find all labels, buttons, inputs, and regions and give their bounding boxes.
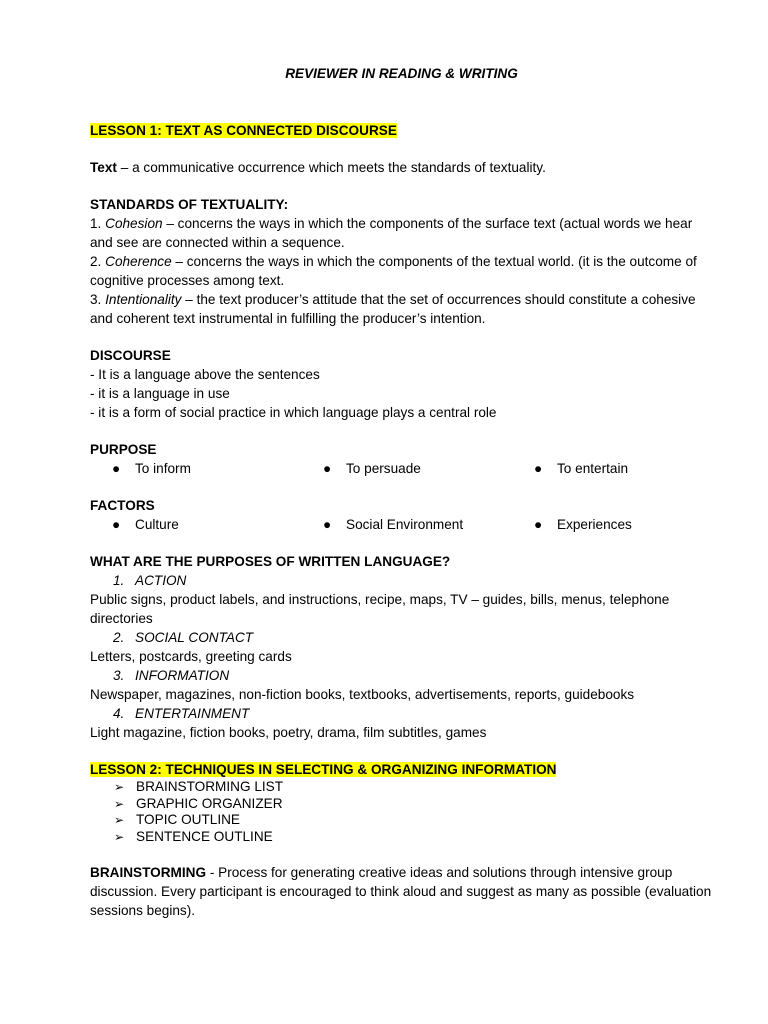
purpose-item: ● To inform xyxy=(90,459,301,478)
text-def: – a communicative occurrence which meets the standards of textuality. xyxy=(116,160,546,175)
technique-item: ➢ BRAINSTORMING LIST xyxy=(114,779,284,794)
standard-item: 3. Intentionality – the text producer’s attitude that the set of occurrences should constitute a cohesive and coherent text instrumental in fulfilling the producer’s intention. xyxy=(90,292,696,326)
discourse-item: - It is a language above the sentences xyxy=(90,367,320,382)
written-item-desc: Newspaper, magazines, non-fiction books, textbooks, advertisements, reports, guidebooks xyxy=(90,687,635,702)
discourse-item: - it is a form of social practice in which language plays a central role xyxy=(90,405,497,420)
bullet-icon: ● xyxy=(534,517,543,532)
brainstorming-def: - Process for generating creative ideas and solutions through intensive group discussion. Every participant is encouraged to think aloud and suggest as many as possible (evaluation sessions begins). xyxy=(90,865,712,918)
arrow-icon: ➢ xyxy=(114,796,125,811)
factor-item: ● Culture xyxy=(90,515,301,534)
written-item-label: 3. INFORMATION xyxy=(113,668,230,683)
standard-item: 2. Coherence – concerns the ways in which the components of the textual world. (it is the outcome of cognitive processes among text. xyxy=(90,254,697,288)
purpose-heading: PURPOSE xyxy=(90,442,157,457)
bullet-icon: ● xyxy=(112,517,121,532)
bullet-icon: ● xyxy=(112,461,121,476)
written-item-desc: Letters, postcards, greeting cards xyxy=(90,649,292,664)
factor-item: ● Experiences xyxy=(512,515,632,534)
factor-item: ● Social Environment xyxy=(301,515,512,534)
lesson1-heading: LESSON 1: TEXT AS CONNECTED DISCOURSE xyxy=(90,123,397,138)
document-title: REVIEWER IN READING & WRITING xyxy=(285,66,518,81)
text-term: Text xyxy=(90,160,117,175)
purpose-list xyxy=(90,459,712,478)
bullet-icon: ● xyxy=(323,461,332,476)
standard-item: 1. Cohesion – concerns the ways in which the components of the surface text (actual words we hear and see are connected within a sequence. xyxy=(90,216,693,250)
brainstorming-definition xyxy=(90,863,712,920)
purpose-item: ● To persuade xyxy=(301,459,512,478)
lesson2-heading: LESSON 2: TECHNIQUES IN SELECTING & ORGANIZING INFORMATION xyxy=(90,762,557,777)
technique-item: ➢ TOPIC OUTLINE xyxy=(114,812,240,827)
written-item-label: 4. ENTERTAINMENT xyxy=(113,706,250,721)
written-item-label: 2. SOCIAL CONTACT xyxy=(113,630,254,645)
brainstorming-term: BRAINSTORMING xyxy=(90,865,207,880)
written-item-desc: Public signs, product labels, and instructions, recipe, maps, TV – guides, bills, menus, telephone directories xyxy=(90,592,670,626)
discourse-heading: DISCOURSE xyxy=(90,348,171,363)
factors-heading: FACTORS xyxy=(90,498,155,513)
bullet-icon: ● xyxy=(534,461,543,476)
arrow-icon: ➢ xyxy=(114,780,125,794)
written-item-label: 1. ACTION xyxy=(113,573,187,588)
bullet-icon: ● xyxy=(323,517,332,532)
techniques-list xyxy=(90,779,712,845)
standards-heading: STANDARDS OF TEXTUALITY: xyxy=(90,197,289,212)
discourse-item: - it is a language in use xyxy=(90,386,230,401)
written-heading: WHAT ARE THE PURPOSES OF WRITTEN LANGUAGE? xyxy=(90,554,451,569)
written-item-desc: Light magazine, fiction books, poetry, drama, film subtitles, games xyxy=(90,725,487,740)
text-definition xyxy=(90,158,712,177)
factors-list xyxy=(90,515,712,534)
document-body xyxy=(90,121,712,920)
technique-item: ➢ SENTENCE OUTLINE xyxy=(114,828,273,844)
technique-item: ➢ GRAPHIC ORGANIZER xyxy=(114,795,283,811)
arrow-icon: ➢ xyxy=(114,829,125,844)
purpose-item: ● To entertain xyxy=(512,459,628,478)
arrow-icon: ➢ xyxy=(114,813,125,827)
